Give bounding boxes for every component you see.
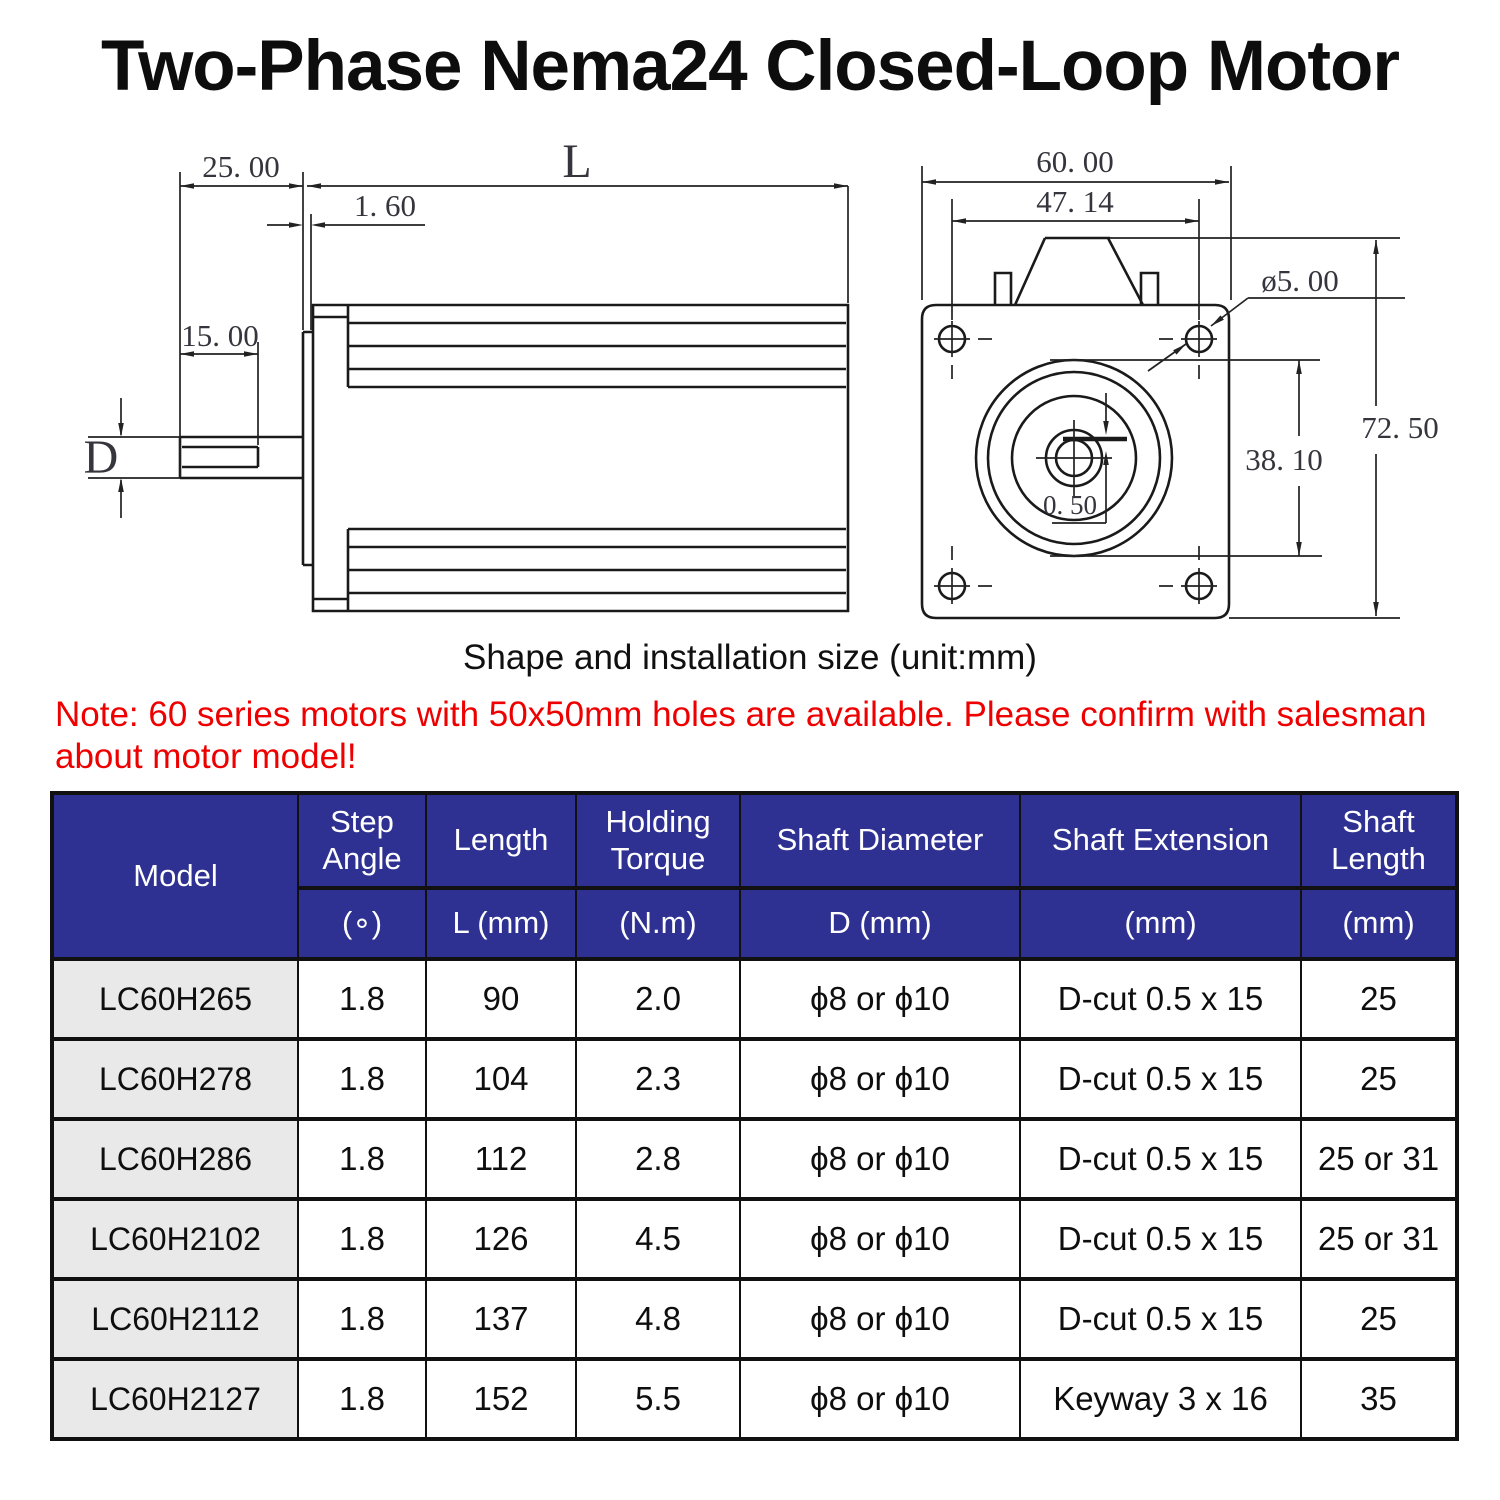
flange-outline	[922, 238, 1229, 618]
cell: 25 or 31	[1301, 1119, 1457, 1199]
cell: 90	[426, 959, 576, 1039]
table-row	[52, 1199, 1457, 1279]
technical-drawing	[0, 0, 1500, 660]
note-line-1: Note: 60 series motors with 50x50mm holes are available. Please confirm with salesman	[55, 695, 1427, 734]
cell: 137	[426, 1279, 576, 1359]
dim-flat-depth: 0. 50	[1043, 490, 1097, 520]
cell: 126	[426, 1199, 576, 1279]
column-unit-length: L (mm)	[426, 888, 576, 959]
dim-shaft-diameter-label: D	[83, 431, 119, 484]
column-header-shaft-diameter: Shaft Diameter	[740, 793, 1020, 888]
note-line-2: about motor model!	[55, 737, 357, 776]
dim-flat-length: 15. 00	[181, 318, 259, 353]
column-unit-step-angle: (∘)	[298, 888, 426, 959]
dim-hole-spacing: 47. 14	[1036, 184, 1114, 219]
page-title: Two-Phase Nema24 Closed-Loop Motor	[100, 27, 1400, 106]
column-unit-shaft-length: (mm)	[1301, 888, 1457, 959]
table-row	[52, 1359, 1457, 1439]
column-header-holding-torque: Holding Torque	[576, 793, 740, 888]
cell: 2.0	[576, 959, 740, 1039]
column-header-step-angle: Step Angle	[298, 793, 426, 888]
cell: 112	[426, 1119, 576, 1199]
cell: D-cut 0.5 x 15	[1020, 1119, 1301, 1199]
cell: D-cut 0.5 x 15	[1020, 959, 1301, 1039]
table-row	[52, 1039, 1457, 1119]
cell-model: LC60H286	[52, 1119, 298, 1199]
cell: 1.8	[298, 1119, 426, 1199]
table-row	[52, 1279, 1457, 1359]
cell-model: LC60H278	[52, 1039, 298, 1119]
cell-model: LC60H2112	[52, 1279, 298, 1359]
cell: ϕ8 or ϕ10	[740, 1359, 1020, 1439]
cell: D-cut 0.5 x 15	[1020, 1039, 1301, 1119]
cell: ϕ8 or ϕ10	[740, 1279, 1020, 1359]
drawing-caption: Shape and installation size (unit:mm)	[463, 638, 1037, 677]
cell: 1.8	[298, 1039, 426, 1119]
cell-model: LC60H2127	[52, 1359, 298, 1439]
dim-shaft-protrusion: 25. 00	[202, 149, 280, 184]
cell: Keyway 3 x 16	[1020, 1359, 1301, 1439]
column-unit-shaft-diameter: D (mm)	[740, 888, 1020, 959]
cell: 1.8	[298, 1199, 426, 1279]
cell: 25	[1301, 959, 1457, 1039]
column-header-shaft-length: Shaft Length	[1301, 793, 1457, 888]
cell-model: LC60H265	[52, 959, 298, 1039]
cell: 1.8	[298, 959, 426, 1039]
cell-model: LC60H2102	[52, 1199, 298, 1279]
motor-body-outline	[180, 305, 848, 611]
column-header-model: Model	[52, 793, 298, 959]
table-row	[52, 1119, 1457, 1199]
column-header-length: Length	[426, 793, 576, 888]
front-view-drawing	[922, 144, 1439, 618]
dim-pilot-diameter: 38. 10	[1245, 442, 1323, 477]
table-row	[52, 959, 1457, 1039]
cell: D-cut 0.5 x 15	[1020, 1199, 1301, 1279]
dim-body-width: 60. 00	[1036, 144, 1114, 179]
cell: 1.8	[298, 1359, 426, 1439]
cell: 2.3	[576, 1039, 740, 1119]
cell: ϕ8 or ϕ10	[740, 1199, 1020, 1279]
cell: ϕ8 or ϕ10	[740, 959, 1020, 1039]
column-unit-holding-torque: (N.m)	[576, 888, 740, 959]
dim-flange-thickness: 1. 60	[354, 188, 416, 223]
note-text	[55, 694, 1455, 778]
cell: 5.5	[576, 1359, 740, 1439]
cell: 4.8	[576, 1279, 740, 1359]
cell: ϕ8 or ϕ10	[740, 1039, 1020, 1119]
dim-length-label: L	[562, 135, 592, 188]
cell: D-cut 0.5 x 15	[1020, 1279, 1301, 1359]
cell: 25	[1301, 1279, 1457, 1359]
dim-hole-diameter: ø5. 00	[1261, 263, 1339, 298]
cell: 152	[426, 1359, 576, 1439]
cell: 104	[426, 1039, 576, 1119]
front-view-dimension-lines	[922, 166, 1405, 618]
column-unit-shaft-extension: (mm)	[1020, 888, 1301, 959]
side-view-drawing	[84, 135, 848, 611]
cell: 35	[1301, 1359, 1457, 1439]
spec-table	[50, 791, 1459, 1441]
cell: 25 or 31	[1301, 1199, 1457, 1279]
cell: 1.8	[298, 1279, 426, 1359]
cell: ϕ8 or ϕ10	[740, 1119, 1020, 1199]
dim-overall-height: 72. 50	[1361, 410, 1439, 445]
cell: 25	[1301, 1039, 1457, 1119]
column-header-shaft-extension: Shaft Extension	[1020, 793, 1301, 888]
cell: 4.5	[576, 1199, 740, 1279]
cell: 2.8	[576, 1119, 740, 1199]
